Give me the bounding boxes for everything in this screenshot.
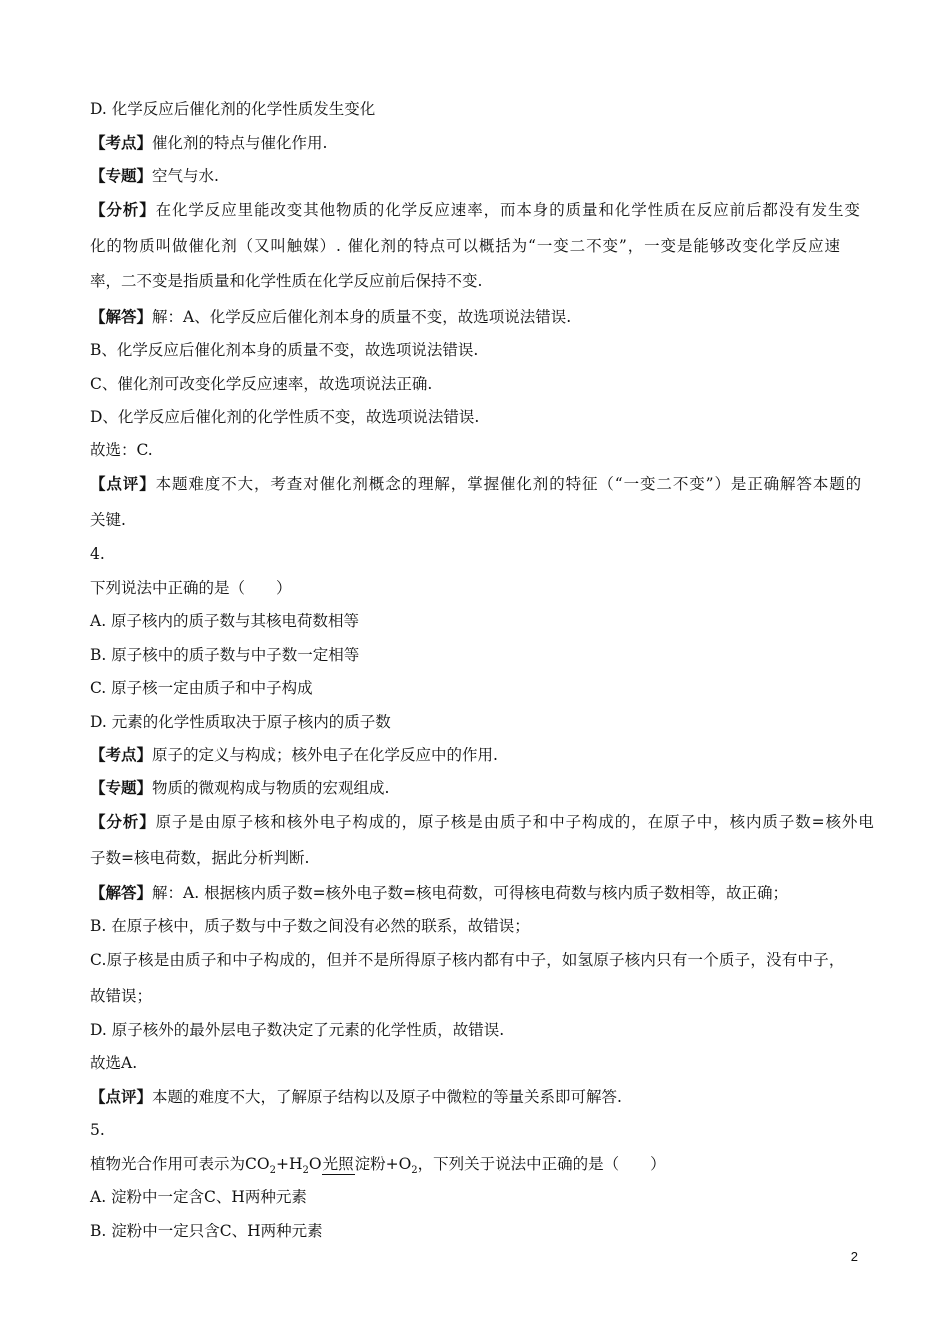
q5-option-b: B. 淀粉中一定只含C、H两种元素 [90, 1222, 323, 1240]
q4-answer: 故选A. [90, 1054, 138, 1072]
fenxi-tag: 【分析】 [90, 200, 156, 219]
kaodian-tag: 【考点】 [90, 745, 153, 764]
jieda-text: 解：A、化学反应后催化剂本身的质量不变，故选项说法错误. [152, 308, 572, 326]
stem-post: ，下列关于说法中正确的是（ ） [417, 1155, 666, 1173]
kaodian-tag: 【考点】 [90, 133, 153, 152]
kaodian-text: 催化剂的特点与催化作用. [152, 134, 328, 152]
q4-jieda-line3: C.原子核是由质子和中子构成的，但并不是所得原子核内都有中子，如氢原子核内只有一个质子，没有中子， [90, 951, 845, 969]
q4-fenxi-line2: 子数=核电荷数，据此分析判断. [90, 849, 310, 867]
o2-subscript: 2 [411, 1165, 418, 1177]
q4-option-d: D. 元素的化学性质取决于原子核内的质子数 [90, 713, 391, 731]
q3-dianping-line1 [90, 474, 880, 494]
q5-stem [90, 1154, 880, 1181]
co2-subscript: 2 [269, 1165, 276, 1177]
q4-jieda-line2: B. 在原子核中，质子数与中子数之间没有必然的联系，故错误； [90, 917, 530, 935]
o-letter: O [308, 1155, 322, 1173]
q5-number: 5. [90, 1121, 105, 1139]
stem-pre: 植物光合作用可表示为CO [90, 1155, 270, 1173]
jieda-tag: 【解答】 [90, 883, 153, 902]
q3-fenxi-line1 [90, 200, 880, 220]
zhuanti-text: 物质的微观构成与物质的宏观组成. [152, 779, 390, 797]
kaodian-text: 原子的定义与构成；核外电子在化学反应中的作用. [152, 746, 498, 764]
q3-answer: 故选：C. [90, 441, 153, 459]
q3-jieda-line2: B、化学反应后催化剂本身的质量不变，故选项说法错误. [90, 341, 479, 359]
page-number: 2 [850, 1249, 858, 1264]
q3-option-d: D. 化学反应后催化剂的化学性质发生变化 [90, 100, 376, 118]
q4-option-b: B. 原子核中的质子数与中子数一定相等 [90, 646, 360, 664]
q3-kaodian [90, 133, 880, 153]
jieda-tag: 【解答】 [90, 307, 153, 326]
q5-option-a: A. 淀粉中一定含C、H两种元素 [90, 1188, 307, 1206]
q4-number: 4. [90, 545, 105, 563]
q3-fenxi-line2: 化的物质叫做催化剂（又叫触媒）. 催化剂的特点可以概括为“一变二不变”，一变是能够改变化学反应速 [90, 237, 841, 255]
q3-dianping-line2: 关键. [90, 511, 126, 529]
zhuanti-tag: 【专题】 [90, 778, 153, 797]
reaction-condition-arrow: 光照 [322, 1155, 354, 1173]
q4-jieda-line1 [90, 883, 880, 903]
q3-jieda-line1 [90, 307, 880, 327]
zhuanti-tag: 【专题】 [90, 166, 153, 185]
h2o-subscript: 2 [302, 1165, 309, 1177]
q4-kaodian [90, 745, 880, 765]
q4-fenxi-line1 [90, 812, 880, 832]
q3-jieda-line3: C、催化剂可改变化学反应速率，故选项说法正确. [90, 375, 433, 393]
dianping-tag: 【点评】 [90, 474, 156, 493]
q4-jieda-line4: 故错误； [90, 987, 153, 1005]
plus-h: +H [275, 1155, 303, 1173]
q4-dianping [90, 1087, 880, 1107]
q3-jieda-line4: D、化学反应后催化剂的化学性质不变，故选项说法错误. [90, 408, 480, 426]
q4-option-a: A. 原子核内的质子数与其核电荷数相等 [90, 612, 360, 630]
fenxi-text: 在化学反应里能改变其他物质的化学反应速率，而本身的质量和化学性质在反应前后都没有发生变 [155, 201, 861, 219]
q4-zhuanti [90, 778, 880, 798]
dianping-text: 本题的难度不大，了解原子结构以及原子中微粒的等量关系即可解答. [152, 1088, 622, 1106]
q4-jieda-line5: D. 原子核外的最外层电子数决定了元素的化学性质，故错误. [90, 1021, 505, 1039]
q3-zhuanti [90, 166, 880, 186]
dianping-tag: 【点评】 [90, 1087, 153, 1106]
q4-stem: 下列说法中正确的是（ ） [90, 579, 292, 597]
jieda-text: 解：A. 根据核内质子数=核外电子数=核电荷数，可得核电荷数与核内质子数相等，故正确； [152, 884, 789, 902]
q3-fenxi-line3: 率，二不变是指质量和化学性质在化学反应前后保持不变. [90, 272, 483, 290]
dianping-text: 本题难度不大，考查对催化剂概念的理解，掌握催化剂的特征（“一变二不变”）是正确解答本题的 [155, 475, 863, 493]
fenxi-tag: 【分析】 [90, 812, 156, 831]
product: 淀粉+O [354, 1155, 412, 1173]
zhuanti-text: 空气与水. [152, 167, 219, 185]
fenxi-text: 原子是由原子核和核外电子构成的，原子核是由质子和中子构成的，在原子中，核内质子数=核外电 [155, 813, 875, 831]
q4-option-c: C. 原子核一定由质子和中子构成 [90, 679, 313, 697]
